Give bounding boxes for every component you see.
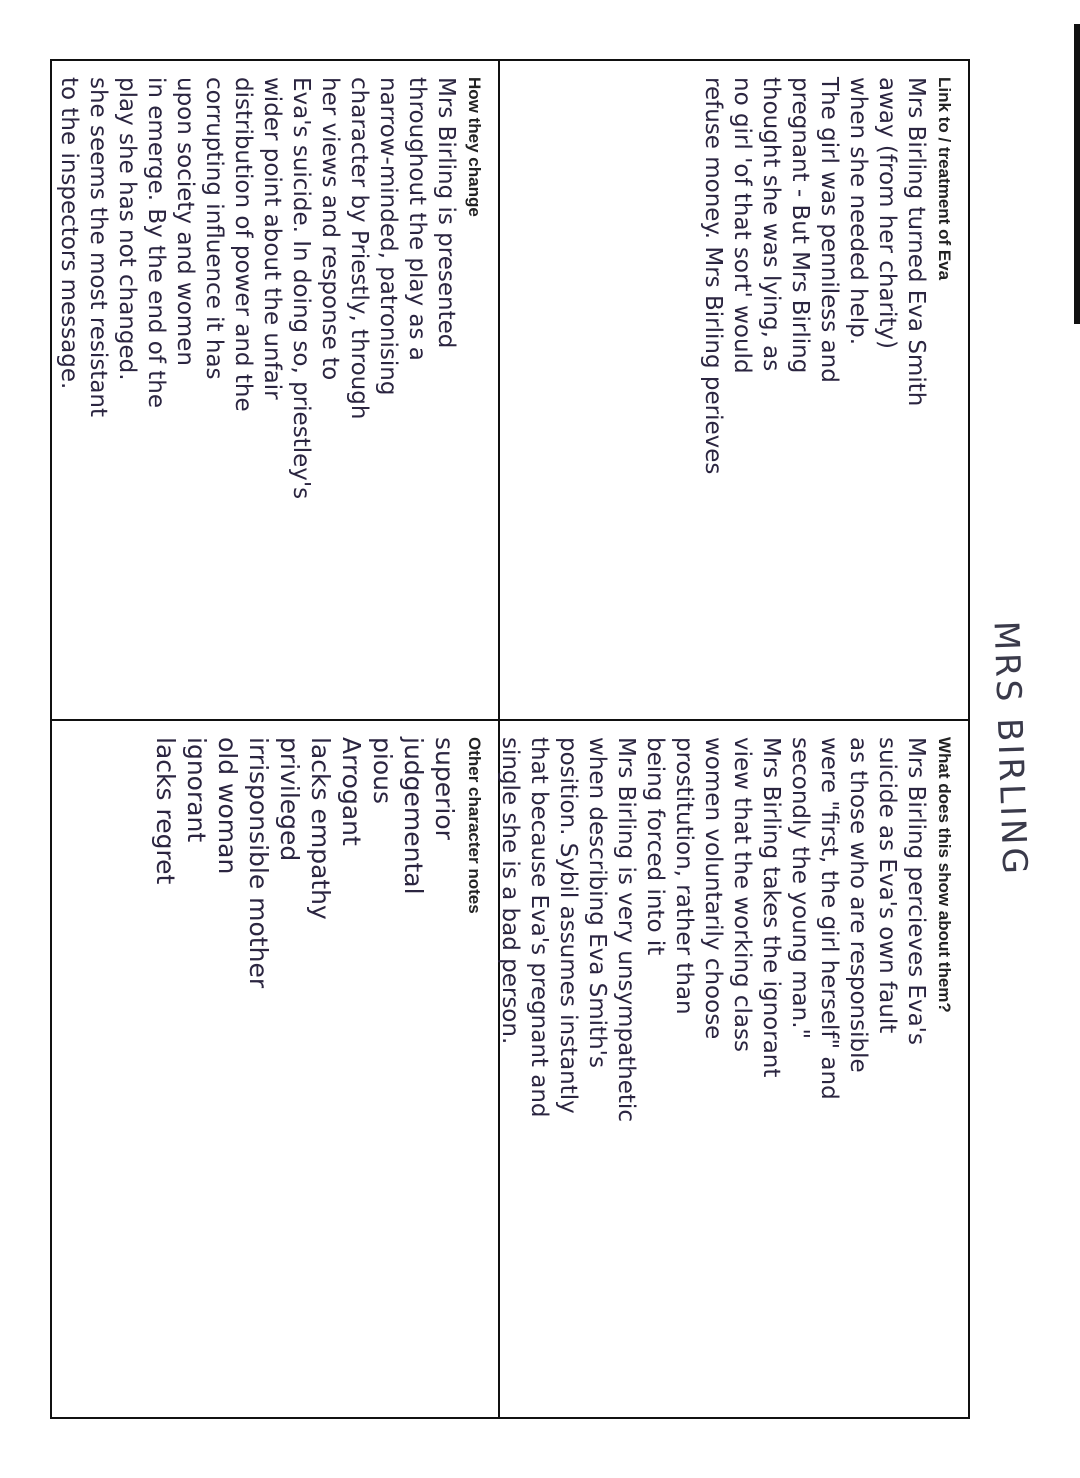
shows-line: suicide as Eva's own fault [874,737,900,1034]
link-heading: Link to / treatment of Eva [935,77,954,281]
change-line: throughout the play as a [404,77,430,361]
change-line: narrow-minded, patronising [375,77,401,396]
change-line: Eva's suicide. In doing so, priestley's [288,77,314,500]
shows-line: were "first, the girl herself" and [816,737,842,1100]
link-line: when she needed help. [845,77,871,346]
link-line: The girl was penniless and [816,77,842,383]
shows-line: position. Sybil assumes instantly [555,737,581,1114]
shows-line: as those who are responsible [845,737,871,1073]
change-line: upon society and women [172,77,198,366]
quadrant-character-notes [50,721,498,1419]
notes-item: Arrogant [337,737,366,846]
notes-item: lacks empathy [306,737,335,920]
change-line: she seems the most resistant [85,77,111,418]
shows-line: Mrs Birling takes the ignorant [758,737,784,1078]
shows-line: being forced into it [642,737,668,956]
link-line: no girl 'of that sort' would [729,77,755,374]
notes-item: superior [430,737,459,840]
link-line: pregnant - But Mrs Birling [787,77,813,374]
change-heading: How they change [465,77,484,217]
page-edge-mark [1074,24,1080,324]
notes-item: pious [368,737,397,804]
shows-line: that because Eva's pregnant and [526,737,552,1118]
change-line: Mrs Birling is presented [433,77,459,349]
change-line: character by Priestly, through [346,77,372,420]
shows-line: when describing Eva Smith's [584,737,610,1068]
quadrant-what-it-shows [497,721,968,1419]
shows-line: view that the working class [729,737,755,1052]
notes-item: ignorant [182,737,211,843]
shows-line: prostitution, rather than [671,737,697,1015]
notes-item: judgemental [399,737,428,895]
change-line: in emerge. By the end of the [143,77,169,409]
notes-item: privileged [275,737,304,862]
change-line: distribution of power and the [230,77,256,412]
shows-line: Mrs Birling is very unsympathetic [613,737,639,1122]
quadrant-how-they-change [50,61,498,719]
shows-line: Mrs Birling percieves Eva's [903,737,929,1045]
link-line: away (from her charity) [874,77,900,349]
shows-line: single she is a bad person. [497,737,523,1045]
notes-heading: Other character notes [465,737,484,914]
notes-item: old woman [213,737,242,875]
change-line: play she has not changed. [114,77,140,381]
shows-line: women voluntarily choose [700,737,726,1040]
worksheet-title: MRS BIRLING [985,620,1035,878]
link-line: refuse money. Mrs Birling perieves [700,77,726,475]
change-line: her views and response to [317,77,343,381]
notes-item: irrisponsible mother [244,737,273,989]
link-line: thought she was lying, as [758,77,784,372]
notes-item: lacks regret [151,737,180,885]
change-line: to the inspectors message. [56,77,82,390]
link-line: Mrs Birling turned Eva Smith [903,77,929,407]
change-line: corrupting influence it has [201,77,227,380]
quadrant-link-to-eva [500,61,968,719]
change-line: wider point about the unfair [259,77,285,400]
shows-heading: What does this show about them? [935,737,954,1013]
shows-line: secondly the young man." [787,737,813,1040]
rotated-worksheet [40,39,1040,1439]
quadrant-grid [50,59,970,1419]
